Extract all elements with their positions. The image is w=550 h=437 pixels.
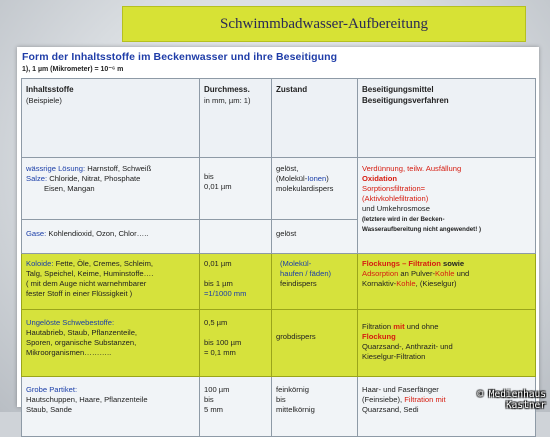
removal-sorption: Sorptionsfiltration= [362, 184, 426, 194]
removal-text: Filtration [362, 322, 394, 331]
header-row [22, 79, 536, 158]
removal-flocculation: Flockungs – Filtration [362, 259, 444, 268]
diameter-line: bis 100 µm [204, 338, 242, 348]
header-removal-1: Beseitigungsmittel [362, 85, 434, 94]
header-cell-removal [358, 79, 536, 158]
header-state: Zustand [276, 85, 308, 94]
table-row [22, 158, 536, 220]
contaminants-table [21, 78, 536, 437]
state-line: haufen / fäden) [280, 269, 332, 279]
cell-substances [22, 310, 200, 377]
state-line: gelöst, [276, 164, 299, 173]
header-cell-state [272, 79, 358, 158]
watermark-line: © Medienhaus [477, 389, 546, 400]
cell-diameter [200, 220, 272, 254]
table-heading: Form der Inhaltsstoffe im Beckenwasser und ihre Beseitigung [22, 51, 338, 63]
cell-removal [358, 158, 536, 254]
diameter-line: 5 mm [204, 405, 223, 415]
removal-text: und ohne [406, 322, 439, 331]
unit-footnote: 1), 1 µm (Mikrometer) = 10⁻⁶ m [22, 66, 124, 73]
cell-diameter [200, 254, 272, 310]
cell-state [272, 254, 358, 310]
label-colloids: Koloide: [26, 259, 56, 268]
diameter-line: bis [204, 395, 214, 405]
removal-activated-carbon: (Aktivkohlefiltration) [362, 194, 429, 204]
cell-state [272, 377, 358, 437]
cell-substances [22, 377, 200, 437]
removal-text: Kieselgur-Filtration [362, 352, 426, 362]
text-suspended-solids: Mikroorganismen……….. [26, 348, 112, 358]
table-row [22, 377, 536, 437]
state-ions: Ionen [307, 174, 327, 184]
diameter-line: = 0,1 mm [204, 348, 236, 358]
diameter-line: 0,01 µm [204, 182, 232, 192]
removal-oxidation: Oxidation [362, 174, 398, 184]
header-cell-substances [22, 79, 200, 158]
cell-substances [22, 254, 200, 310]
cell-substances [22, 220, 200, 254]
removal-remark: (letztere wird in der Becken- [362, 216, 445, 224]
watermark-line: Kastner [505, 400, 546, 411]
diameter-line: 0,01 µm [204, 259, 232, 268]
diameter-line: bis 1 µm [204, 279, 233, 289]
text-coarse-particles: Hautschuppen, Haare, Pflanzenteile [26, 395, 148, 405]
table-row [22, 310, 536, 377]
header-substances-sub: (Beispiele) [26, 95, 62, 105]
removal-text: Quarzsand, Sedi [362, 405, 419, 415]
removal-text: Kornaktiv- [362, 279, 397, 289]
text-coarse-particles: Staub, Sande [26, 405, 73, 415]
removal-text: an Pulver- [400, 269, 436, 279]
state-line: grobdispers [276, 332, 316, 341]
state-line: bis [276, 395, 286, 405]
text-salts: Chloride, Nitrat, Phosphate [49, 174, 141, 184]
state-line: feindispers [280, 279, 317, 289]
removal-flocculation: Flockung [362, 332, 396, 342]
removal-carbon: Kohle [435, 269, 457, 279]
cell-state [272, 158, 358, 220]
state-line: mittelkörnig [276, 405, 315, 415]
text-iron-manganese: Eisen, Mangan [44, 184, 95, 194]
text-suspended-solids: Hautabrieb, Staub, Pflanzenteile, [26, 328, 138, 338]
state-line: gelöst [276, 229, 297, 238]
removal-text: Haar- und Faserfänger [362, 385, 439, 394]
slide-title [122, 6, 526, 42]
state-line: (Molekül- [280, 259, 312, 268]
removal-reverse-osmosis: und Umkehrosmose [362, 204, 430, 214]
cell-removal [358, 310, 536, 377]
header-removal-2: Beseitigungsverfahren [362, 95, 449, 105]
slide-title-text: Schwimmbadwasser-Aufbereitung [220, 15, 428, 32]
diameter-line: 100 µm [204, 385, 230, 394]
label-aqueous-solution: wässrige Lösung: [26, 164, 88, 173]
state-line: feinkörnig [276, 385, 309, 394]
cell-diameter [200, 158, 272, 220]
text-colloids: ( mit dem Auge nicht warnehmbarer [26, 279, 147, 289]
diameter-line: =1/1000 mm [204, 289, 247, 299]
state-line: molekulardispers [276, 184, 334, 194]
label-suspended-solids: Ungelöste Schwebestoffe: [26, 318, 115, 327]
diameter-line: bis [204, 172, 214, 181]
state-line: ) [326, 174, 329, 184]
removal-text: , (Kieselgur) [415, 279, 457, 289]
removal-adsorption: Adsorption [362, 269, 401, 279]
cell-state [272, 220, 358, 254]
removal-text: Quarzsand-, Anthrazit- und [362, 342, 453, 352]
text-gases: Kohlendioxid, Ozon, Chlor….. [48, 229, 149, 238]
removal-text: sowie [443, 259, 465, 268]
header-diameter-sub: in mm, µm: 1) [204, 95, 251, 105]
state-line: (Molekül- [276, 174, 308, 184]
label-salts: Salze: [26, 174, 50, 184]
sheet-header [22, 51, 534, 73]
cell-state [272, 310, 358, 377]
cell-substances [22, 158, 200, 220]
removal-with: mit [393, 322, 407, 331]
table-row [22, 254, 536, 310]
header-substances: Inhaltsstoffe [26, 85, 74, 94]
removal-text: (Feinsiebe), [362, 395, 405, 405]
text-aqueous-solution: Harnstoff, Schweiß [87, 164, 152, 173]
removal-dilution: Verdünnung, teilw. Ausfällung [362, 164, 462, 173]
cell-diameter [200, 310, 272, 377]
copyright-watermark [477, 389, 546, 411]
text-colloids: Fette, Öle, Cremes, Schleim, [55, 259, 154, 268]
diameter-line: 0,5 µm [204, 318, 228, 327]
removal-remark: Wasseraufbereitung nicht angewendet! ) [362, 226, 482, 234]
removal-filtration: Filtration mit [404, 395, 446, 405]
label-gases: Gase: [26, 229, 49, 238]
cell-removal [358, 254, 536, 310]
content-sheet [17, 47, 539, 415]
removal-carbon: Kohle [396, 279, 416, 289]
header-diameter: Durchmess. [204, 85, 250, 94]
removal-text: und [456, 269, 470, 279]
text-colloids: Talg, Speichel, Keime, Huminstoffe…. [26, 269, 154, 279]
cell-diameter [200, 377, 272, 437]
label-coarse-particles: Grobe Partiket: [26, 385, 78, 394]
text-suspended-solids: Sporen, organische Substanzen, [26, 338, 137, 348]
header-cell-diameter [200, 79, 272, 158]
text-colloids: fester Stoff in einer Flüssigkeit ) [26, 289, 133, 299]
